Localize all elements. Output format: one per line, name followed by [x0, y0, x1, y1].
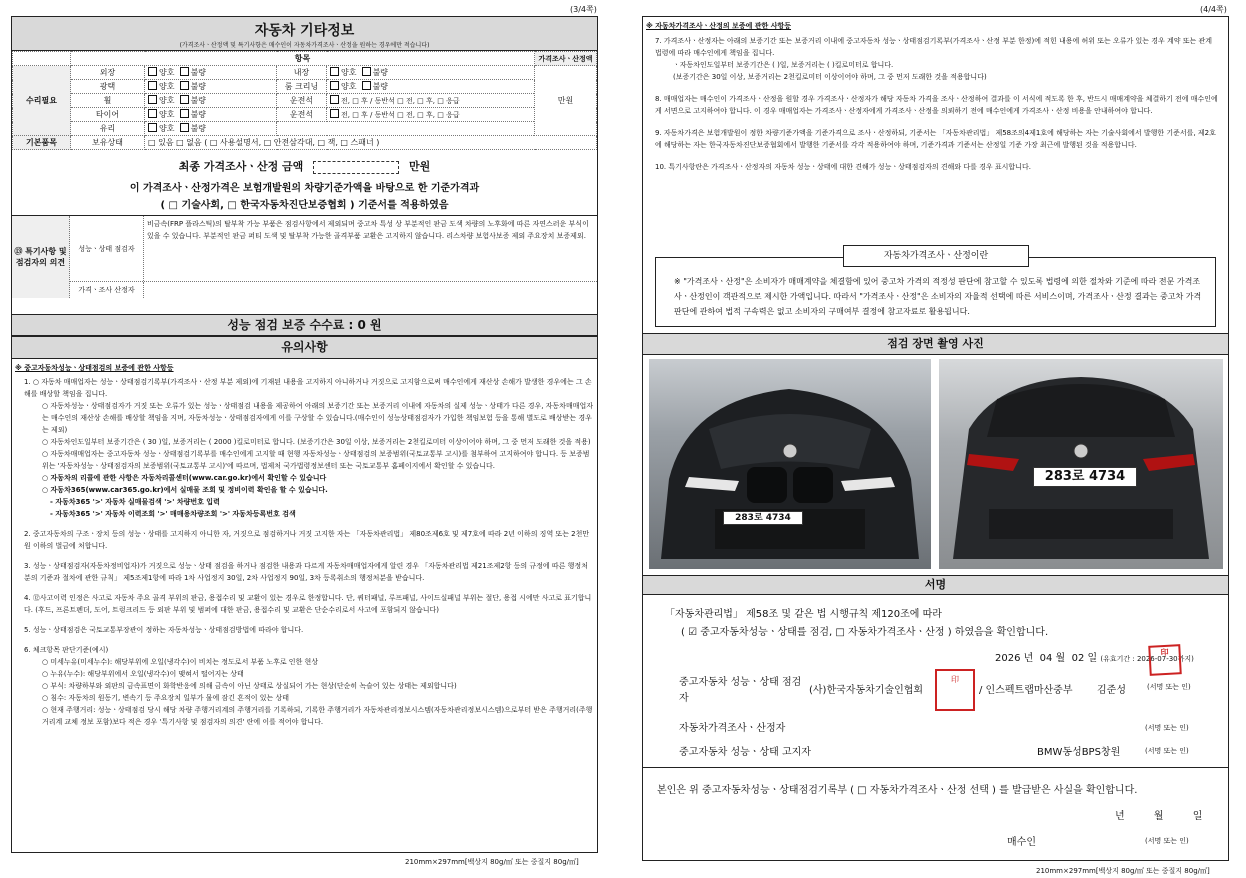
valid-period: (유효기간 : 2026-07-30까지) [1100, 655, 1194, 663]
checkbox[interactable] [330, 81, 339, 90]
note-item: 6. 체크항목 판단기준(예시) [24, 646, 109, 654]
fee-title: 성능 점검 보증 수수료 : 0 원 [11, 314, 598, 336]
note-item: ○ 부식: 차량하부와 외판의 금속표면이 화학반응에 의해 금속이 아닌 상태로 상실되어 가는 현상(단순히 녹슬어 있는 상태는 제외합니다) [42, 682, 457, 690]
checkbox[interactable] [148, 123, 157, 132]
notice-list [12, 376, 597, 728]
sign-or-seal: (서명 또는 인) [1145, 724, 1189, 732]
notice-panel [11, 336, 598, 853]
basic-item: 보유상태 [71, 136, 145, 150]
price-box-title: 자동차가격조사ㆍ산정이란 [843, 245, 1029, 267]
note-item: (보증기간은 30일 이상, 보증거리는 2천킬로미터 이상이어야 하며, 그 중 먼저 도래한 것을 적용합니다) [673, 73, 987, 81]
notice-heading: ※ 중고자동차성능ㆍ상태점검의 보증에 관한 사항등 [15, 364, 174, 372]
final-price-input[interactable] [313, 161, 399, 174]
basic-options: □ 있음 □ 없음 ( □ 사용설명서, □ 안전삼각대, □ 잭, □ 스패너 ) [145, 136, 597, 150]
standard-line2: ( □ 기술사회, □ 한국자동차진단보증협회 ) 기준서를 적용하였음 [160, 200, 449, 211]
checkbox[interactable] [148, 95, 157, 104]
front-car-icon [649, 359, 931, 569]
notifier-label: 중고자동차 성능ㆍ상태 고지자 [679, 747, 811, 758]
checkbox[interactable] [330, 95, 339, 104]
price-investigator-label: 자동차가격조사ㆍ산정자 [679, 723, 786, 734]
note-item: ○ 자동차인도일부터 보증기간은 ( 30 )일, 보증거리는 ( 2000 )킬로미터로 합니다. (보증기간은 30일 이상, 보증거리는 2천킬로미터 이상이어야 하며, 그 중 먼저 도래한 것을 적용) [42, 438, 591, 446]
checkbox[interactable] [362, 81, 371, 90]
item-label: 운전석 [277, 108, 327, 122]
right-page-panel [642, 16, 1229, 861]
repair-label: 수리필요 [13, 66, 71, 136]
buyer-day: 일 [1192, 811, 1203, 822]
front-car-photo [649, 359, 931, 569]
buyer-date [1115, 807, 1202, 822]
page-number-right: (4/4쪽) [1200, 5, 1227, 14]
page-subtitle: (가격조사ㆍ산정액 및 특기사항은 매수인이 자동차가격조사ㆍ산정을 원하는 경우에만 적습니다) [179, 42, 430, 49]
item-label: 타이어 [71, 108, 145, 122]
note-item: ○ 침수: 자동차의 원동기, 변속기 등 주요장치 일부가 물에 잠긴 흔적이 있는 상태 [42, 694, 290, 702]
special-notes-section [12, 216, 597, 298]
note-item: ○ 자동차의 리콜에 관한 사항은 자동차리콜센터(www.car.go.kr)에서 확인할 수 있습니다 [42, 474, 327, 482]
inspector-branch: / 인스펙트랩마산중부 [979, 685, 1073, 696]
sign-title: 서명 [643, 575, 1228, 595]
checkbox[interactable] [180, 123, 189, 132]
checkbox[interactable] [148, 67, 157, 76]
item-label: 휠 [71, 94, 145, 108]
sign-or-seal: (서명 또는 인) [1145, 837, 1189, 845]
item-label: 광택 [71, 80, 145, 94]
date-month: 04 월 [1039, 653, 1066, 664]
note-item: ○ 자동차매매업자는 중고자동차 성능ㆍ상태점검기록부를 매수인에게 고지할 때 현행 자동차성능ㆍ상태점검의 보증범위(국토교통부 고시)를 첨부하여 고지하여야 합니다. 등 보증범위는 '자동차성능ㆍ상태점검자의 보증범위(국토교통부 고시)'에 따르며, 법제처 국가법령정보센터 또는 국토교통부 홈페이지에서 확인할 수 있습니다. [42, 450, 590, 470]
inspector-name: 김준성 [1097, 685, 1126, 696]
note-item: 2. 중고자동차의 구조ㆍ장치 등의 성능ㆍ상태를 고지하지 아니한 자, 거짓으로 점검하거나 거짓 고지한 자는 「자동차관리법」 제80조제6호 및 제7호에 따라 2년 이하의 징역 또는 2천만원 이하의 벌금에 처합니다. [24, 530, 590, 550]
seat-options: 전, □ 후 / 동반석 □ 전, □ 후, □ 응급 [341, 111, 460, 119]
buyer-year: 년 [1115, 811, 1125, 822]
checkbox[interactable] [330, 109, 339, 118]
notifier-name: BMW동성BPS창원 [1037, 747, 1121, 758]
price-box-text: ※ "가격조사ㆍ산정"은 소비자가 매매계약을 체결함에 있어 중고차 가격의 적정성 판단에 참고할 수 있도록 법령에 의한 절차와 기준에 따라 전문 가격조사ㆍ산정인이 객관적으로 제시한 가액입니다. 따라서 "가격조사ㆍ산정"은 소비자의 자율적 선택에 따른 서비스이며, 가격조사ㆍ산정 결과는 중고차 가격판단에 관하여 법적 구속력은 없고 소비자의 구매여부 결정에 참고자료로 활용됩니다. [655, 257, 1216, 327]
seat-options: 전, □ 후 / 동반석 □ 전, □ 후, □ 응급 [341, 97, 460, 105]
footer-left: 210mm×297mm[백상지 80g/㎡ 또는 중질지 80g/㎡] [405, 858, 579, 866]
note-item: 7. 가격조사ㆍ산정자는 아래의 보증기간 또는 보증거리 이내에 중고자동차 성능ㆍ상태점검기록부(가격조사ㆍ산정 부분 한정)에 적힌 내용에 허위 또는 오류가 있는 경우 계약 또는 관계법령에 따라 매수인에게 책임을 집니다. [655, 37, 1213, 57]
note-item: - 자동차365 '>' 자동차 이력조회 '>' 매매용차량조회 '>' 자동차등록번호 검색 [50, 510, 296, 518]
final-price-section [12, 150, 597, 216]
note-item: 9. 자동차가격은 보험개발원이 정한 차량기준가액을 기준가격으로 조사ㆍ산정하되, 기준서는 「자동차관리법」 제58조의4제1호에 해당하는 자는 기술사회에서 발행한 기준서를, 제2호에 해당하는 자는 한국자동차진단보증협회에서 발행한 기준서를 각각 적용하여야 하며, 기준가격과 기준서는 산정일 기준 가장 최근에 발행된 것을 적용합니다. [655, 129, 1216, 149]
note-item: 4. ⑫사고이력 인정은 사고로 자동차 주요 골격 부위의 판금, 용접수리 및 교환이 있는 경우로 한정합니다. 단, 쿼터패널, 루프패널, 사이드실패널 부위는 절단, 용접 시에만 사고로 표기합니다. (후드, 프론트펜더, 도어, 트렁크리드 등 외판 부위 및 범퍼에 대한 판금, 용접수리 및 교환은 단순수리로서 사고에 포함되지 않습니다) [24, 594, 592, 614]
note-item: ○ 누유(누수): 해당부위에서 오일(냉각수)이 맺혀서 떨어지는 상태 [42, 670, 244, 678]
rear-car-photo [939, 359, 1223, 569]
note-item: 1. ○ 자동차 매매업자는 성능ㆍ상태점검기록부(가격조사ㆍ산정 부분 제외)에 기재된 내용을 고지하지 아니하거나 거짓으로 고지함으로써 매수인에게 재산상 손해가 발생한 경우에는 그 손해를 배상할 책임을 집니다. [24, 378, 592, 398]
item-label: 내장 [277, 66, 327, 80]
buyer-month: 월 [1153, 811, 1164, 822]
vehicle-other-info-panel [11, 16, 598, 336]
final-price-label: 최종 가격조사ㆍ산정 금액 [178, 160, 304, 173]
notice-title: 유의사항 [12, 337, 597, 359]
sign-or-seal: (서명 또는 인) [1147, 683, 1191, 691]
checkbox[interactable] [180, 81, 189, 90]
item-label: 운전석 [277, 94, 327, 108]
divider [643, 767, 1228, 768]
special-sub2: 가격ㆍ조사 산정자 [70, 282, 144, 298]
final-price-unit: 만원 [408, 160, 431, 173]
note-item: 5. 성능ㆍ상태점검은 국토교통부장관이 정하는 자동차성능ㆍ상태점검방법에 따라야 합니다. [24, 626, 304, 634]
note-item: - 자동차365 '>' 자동차 실매물검색 '>' 차량번호 입력 [50, 498, 220, 506]
note-item: 10. 특기사항란은 가격조사ㆍ산정자의 자동차 성능ㆍ상태에 대한 견해가 성능ㆍ상태점검자의 견해와 다를 경우 표시합니다. [655, 163, 1031, 171]
basic-label: 기본품목 [13, 136, 71, 150]
date-day: 02 일 [1071, 653, 1098, 664]
page-title: 자동차 기타정보 [254, 23, 355, 39]
note-item: 8. 매매업자는 매수인이 가격조사ㆍ산정을 원할 경우 가격조사ㆍ산정자가 해당 자동차 가격을 조사ㆍ산정하여 결과를 이 서식에 적도록 한 후, 반드시 매매계약을 체결하기 전에 매수인에게 서면으로 고지하여야 합니다. 이 경우 매매업자는 가격조사ㆍ산정자에게 가격조사ㆍ산정을 의뢰하기 전에 매수인에게 가격조사ㆍ산정 비용을 안내하여야 합니다. [655, 95, 1218, 115]
panel-header [12, 17, 597, 51]
item-label: 유리 [71, 122, 145, 136]
checkbox[interactable] [330, 67, 339, 76]
rear-plate: 283로 4734 [1033, 467, 1137, 487]
date-year: 2026 년 [995, 653, 1034, 664]
special-sub1: 성능ㆍ상태 점검자 [70, 216, 144, 281]
page-number-left: (3/4쪽) [570, 5, 597, 14]
rear-car-icon [939, 359, 1223, 569]
sign-law: 「자동차관리법」 제58조 및 같은 법 시행규칙 제120조에 따라 [665, 609, 942, 620]
sign-or-seal: (서명 또는 인) [1145, 747, 1189, 755]
standard-line1: 이 가격조사ㆍ산정가격은 보험개발원의 차량기준가액을 바탕으로 한 기준가격과 [129, 183, 480, 194]
price-notes [643, 35, 1228, 173]
photo-title: 점검 장면 촬영 사진 [643, 333, 1228, 355]
price-unit: 만원 [535, 66, 597, 136]
special-label: ⑬ 특기사항 및 점검자의 의견 [12, 216, 70, 298]
repair-table: 항목 가격조사ㆍ산정액 수리필요 외장 양호 불량 내장 양호 불량 만원 광택 양호 불량 룸 크리닝 양호 불량 휠 양호 불량 운전석 전, □ 후 / 동반석 □ 전, □ 후, □ 응급 타이어 양호 불량 운전석 전, □ 후 / 동반석 □ 전, □ 후, □ 응급 유리 양호 불량 기본품목 보유상태 □ 있음 □ 없음 ( □ 사용설명서, □ 안전삼각대, □ 잭, □ 스패너 ) [12, 51, 597, 150]
col-item: 항목 [71, 52, 535, 66]
buyer-statement: 본인은 위 중고자동차성능ㆍ상태점검기록부 ( □ 자동차가격조사ㆍ산정 선택 ) 를 발급받은 사실을 확인합니다. [657, 785, 1138, 796]
front-plate: 283로 4734 [723, 511, 803, 525]
buyer-label: 매수인 [1007, 837, 1036, 848]
inspector-label: 중고자동차 성능ㆍ상태 점검자 [679, 677, 802, 704]
note-item: ㆍ자동차인도일부터 보증기간은 ( )일, 보증거리는 ( )킬로미터로 합니다. [673, 61, 894, 69]
sign-check: ( ☑ 중고자동차성능ㆍ상태를 점검, □ 자동차가격조사ㆍ산정 ) 하였음을 확인합니다. [681, 627, 1049, 638]
checkbox[interactable] [180, 67, 189, 76]
note-item: ○ 현재 주행거리: 성능ㆍ상태점검 당시 해당 차량 주행거리계의 주행거리를 기록하되, 기록한 주행거리가 자동차관리정보시스템(자동차관리정보시스템)으로부터 받은 주행거리(주행거리계 교체 정보 포함)보다 적은 경우 '특기사항 및 점검자의 의견' 란에 이를 적어야 합니다. [42, 706, 593, 726]
seal-stamp-date: 印 [1148, 644, 1182, 676]
checkbox[interactable] [180, 95, 189, 104]
inspector-org: (사)한국자동차기술인협회 [809, 685, 924, 696]
checkbox[interactable] [148, 109, 157, 118]
note-item: ○ 자동차365(www.car365.go.kr)에서 실매물 조회 및 정비이력 확인을 할 수 있습니다. [42, 486, 328, 494]
seal-stamp-org: 印 [935, 669, 975, 711]
note-item: 3. 성능ㆍ상태점검자(자동차정비업자)가 거짓으로 성능ㆍ상태 점검을 하거나 점검한 내용과 다르게 자동차매매업자에게 알린 경우 「자동차관리법 제21조제2항 등의 규정에 따른 행정처분의 기준과 절차에 관한 규칙」 제5조제1항에 따라 1차 사업정지 30일, 2차 사업정지 90일, 3차 등록취소의 행정처분을 받습니다. [24, 562, 588, 582]
footer-right: 210mm×297mm[백상지 80g/㎡ 또는 중질지 80g/㎡] [1036, 867, 1210, 875]
item-label: 외장 [71, 66, 145, 80]
checkbox[interactable] [362, 67, 371, 76]
col-price: 가격조사ㆍ산정액 [535, 52, 597, 66]
item-label: 룸 크리닝 [277, 80, 327, 94]
special-text: 비금속(FRP 플라스틱)의 탈부착 가능 부품은 점검사항에서 제외되며 중고차 특성 상 부분적인 판금 도색 차량의 노후화에 따른 자연스러운 부식이 있을 수 있습니다. 부분적인 판금 퍼티 도색 및 탈부착 가능한 골격부품 교환은 고지하지 않습니다. 리스차량 보험사보증 제외 주요장치 보증제외. [147, 220, 589, 240]
note-item: ○ 자동차성능ㆍ상태점검자가 거짓 또는 오류가 있는 성능ㆍ상태점검 내용을 제공하여 아래의 보증기간 또는 보증거리 이내에 자동차의 실제 성능ㆍ상태가 다른 경우, 자동차매매업자는 매수인의 재산상 손해를 배상할 책임을 지며, 자동차성능ㆍ상태점검자에게 이를 구상할 수 있습니다.(매수인이 성능상태점검자가 가입한 책임보험 등을 통해 별도로 배상받는 경우는 제외) [42, 402, 593, 434]
price-heading: ※ 자동차가격조사ㆍ산정의 보증에 관한 사항등 [646, 22, 792, 30]
checkbox[interactable] [180, 109, 189, 118]
checkbox[interactable] [148, 81, 157, 90]
note-item: ○ 미세누유(미세누수): 해당부위에 오일(냉각수)이 비치는 정도로서 부품 노후로 인한 현상 [42, 658, 319, 666]
